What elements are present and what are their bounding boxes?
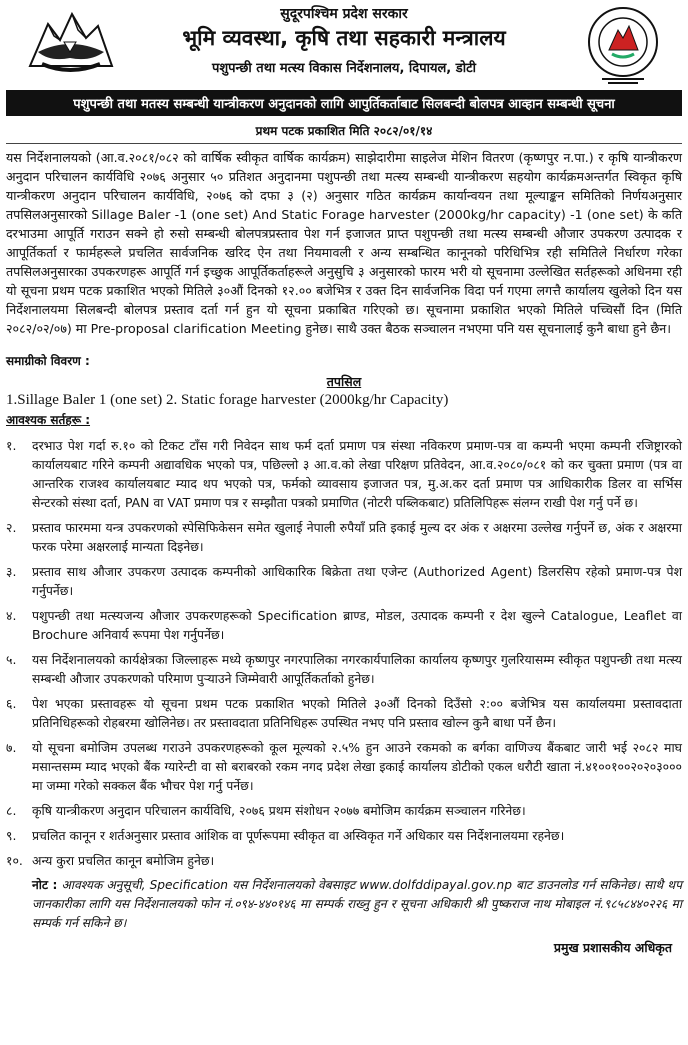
items-list: 1.Sillage Baler 1 (one set) 2. Static forage harvester (2000kg/hr Capacity) xyxy=(6,392,449,408)
materials-title: समाग्रीको विवरण : xyxy=(6,354,90,368)
directorate-name: पशुपन्छी तथा मत्स्य विकास निर्देशनालय, दिपायल, डोटी xyxy=(211,61,477,76)
note-label: नोट : xyxy=(32,878,58,892)
condition-item: १. दरभाउ पेश गर्दा रु.१० को टिकट टाँस गरी निवेदन साथ फर्म दर्ता प्रमाण पत्र संस्था नविकरण प्रमाण-पत्र वा कम्पनी भएमा कम्पनी रजिष्ट्रारको कार्यालयबाट गरिने कम्पनी अद्यावधिक भएको पत्र, पछिल्लो ३ आ.व.को लेखा परिक्षण प्रतिवेदन, आ.व.२०८०/०८१ को कर चुक्ता प्रमाण (पत्र वा आन्तरिक राजश्व कार्यालयबाट म्याद थप भएको पत्र, फर्मको व्यावसाय इजाजत पत्र, मु.अ.कर दर्ता प्रमाण पत्र आधिकारीक डिलर वा सर्भिस सेन्टरको संस्था दर्ता, PAN वा VAT प्रमाण पत्र र सम्झौता पत्रको प्रमाणित (नोटरी पब्लिकबाट) प्रतिलिपिहरू संलग्न राखी पेश गर्नु पर्ने छ। xyxy=(6,438,682,510)
government-name: सुदूरपश्चिम प्रदेश सरकार xyxy=(280,6,408,22)
condition-item: १०. अन्य कुरा प्रचलित कानून बमोजिम हुनेछ। xyxy=(6,853,215,868)
condition-item: ८. कृषि यान्त्रीकरण अनुदान परिचालन कार्यविधि, २०७६ प्रथम संशोधन २०७७ बमोजिम कार्यक्रम सञ्चालन गरिनेछ। xyxy=(6,803,526,818)
divider xyxy=(6,143,682,144)
condition-item: ५. यस निर्देशनालयको कार्यक्षेत्रका जिल्लाहरू मध्ये कृष्णपुर नगरपालिका नगरकार्यपालिका कार्यालय कृष्णपुर गुलरियासम्म स्वीकृत पशुपन्छी तथा मत्स्य सम्बन्धी औजार उपकरणको परिमाण पुऱ्याउने जिम्मेवारी आपूर्तिकर्ताको हुनेछ। xyxy=(6,652,682,686)
condition-item: २. प्रस्ताव फारममा यन्त्र उपकरणको स्पेसिफिकेसन समेत खुलाई नेपाली रुपैयाँ प्रति इकाई मुल्य दर अंक र अक्षरमा उल्लेख गर्नुपर्ने छ, अंक र अक्षरमा फरक परेमा अक्षरलाई मान्यता दिइनेछ। xyxy=(6,520,683,554)
ministry-name: भूमि व्यवस्था, कृषि तथा सहकारी मन्त्रालय xyxy=(182,26,506,50)
intro-paragraph: यस निर्देशनालयको (आ.व.२०८१/०८२ को वार्षिक स्वीकृत वार्षिक कार्यक्रम) साझेदारीमा साइलेज मेशिन वितरण (कृष्णपुर न.पा.) र कृषि यान्त्रीकरण अनुदान परिचालन कार्यविधि २०७६ अनुसार ५० प्रतिशत अनुदानमा पशुपन्छी तथा मत्स्य सम्बन्धी यान्त्रीकरण सहयोग कार्यक्रमअन्तर्गत स्विकृत कृषि यान्त्रीकरण अनुदान परिचालन कार्यविधि, २०७६ को दफा ३ (२) अनुसार गठित कार्यक्रम कार्यान्वयन तथा मूल्याङ्कन समितिको निर्णयअनुसार तपसिलअनुसारको Sillage Baler -1 (one set) And Static Forage harvester (2000kg/hr capacity) -1 (one set) के कति दरभाउमा आपूर्ति गराउन सक्ने हो रुसो सम्बन्धी बोलपत्रप्रस्ताव पेश गर्न इजाजत प्राप्त पशुपन्छी तथा मत्स्य सम्बन्धी औजार उपकरण उत्पादक र आपूर्तिकर्ता र फार्महरूले प्रचलित सार्वजनिक खरिद ऐन तथा नियमावली र अन्य सम्बन्धित कानूनको परिधिभित्र रही समितिले निर्धारण गरेका तपसिलअनुसारका उपकरणहरू आपूर्ति गर्न इच्छुक आपूर्तिकर्ताहरूले अनुसुचि ३ अनुसारको फारम भरी यो सूचनामा उल्लेखित सर्तहरूको अधिनमा रही यो सूचना प्रथम पटक प्रकाशित भएको मितिले ३०औं दिनको १२.०० बजेभित्र र उक्त दिन सार्वजनिक विदा पर्न गएमा लगत्तै कार्यालय खुलेको दिन यस निर्देशनालयमा सिलबन्दी बोलपत्र प्रस्ताव दर्ता गर्न हुन यो सूचना प्रकाबित गरिएको छ। सूचनामा प्रकाशित भएको मितिले पच्चिसौं दिन (मिति २०८२/०२/०७) मा Pre-proposal clarification Meeting हुनेछ। साथै उक्त बैठक सञ्चालन नभएमा पनि यस सूचनालाई कुनै बाधा हुने छैन। xyxy=(6,150,682,336)
publication-date: प्रथम पटक प्रकाशित मिति २०८२/०१/१४ xyxy=(255,124,433,138)
note-text: आवश्यक अनुसूची, Specification यस निर्देशनालयको वेबसाइट www.dolfddipayal.gov.np बाट डाउनलोड गर्न सकिनेछ। साथै थप जानकारीका लागि यस निर्देशनालयको फोन नं.०९४-४४०१४६ मा सम्पर्क राख्नु हुन र सूचना अधिकारी श्री पुष्कराज नाथ मोबाइल नं.९८५८४४०२२६ मा सम्पर्क गर्न सकिने छ। xyxy=(32,878,682,930)
condition-item: ७. यो सूचना बमोजिम उपलब्ध गराउने उपकरणहरूको कूल मूल्यको २.५% हुन आउने रकमको क बर्गका वाणिज्य बैंकबाट जारी भई २०८२ माघ मसान्तसम्म म्याद भएको बैंक ग्यारेन्टी वा सो बराबरको रकम नगद प्रदेश लेखा इकाई कार्यालय डोटीको एकल धरौटी खाता नं.४१००१००२०२०३००० मा जम्मा गरेको सक्कल बैंक भौचर पेश गर्नु पर्नेछ। xyxy=(6,740,682,793)
office-seal-icon xyxy=(582,4,664,86)
conditions-list xyxy=(6,436,682,870)
notice-title-banner: पशुपन्छी तथा मतस्य सम्बन्धी यान्त्रीकरण अनुदानको लागि आपुर्तिकर्ताबाट सिलबन्दी बोलपत्र आव्हान सम्बन्धी सूचना xyxy=(6,90,682,116)
note xyxy=(32,876,682,933)
condition-item: ९. प्रचलित कानून र शर्तअनुसार प्रस्ताव आंशिक वा पूर्णरूपमा स्वीकृत वा अस्विकृत गर्ने अधिकार यस निर्देशनालयमा रहनेछ। xyxy=(6,828,565,843)
condition-item: ४. पशुपन्छी तथा मत्स्यजन्य औजार उपकरणहरूको Specification ब्राण्ड, मोडल, उत्पादक कम्पनी र देश खुल्ने Catalogue, Leaflet वा Brochure अनिवार्य रूपमा पेश गर्नुपर्नेछ। xyxy=(6,608,682,642)
conditions-title: आवश्यक सर्तहरू : xyxy=(6,413,91,427)
signature-title: प्रमुख प्रशासकीय अधिकृत xyxy=(553,940,672,955)
schedule-heading: तपसिल xyxy=(326,374,362,389)
condition-item: ३. प्रस्ताव साथ औजार उपकरण उत्पादक कम्पनीको आधिकारिक बिक्रेता तथा एजेन्ट (Authorized Agent) डिलरसिप रहेको प्रमाण-पत्र पेश गर्नुपर्नेछ। xyxy=(6,564,682,598)
letterhead xyxy=(6,0,682,88)
condition-item: ६. पेश भएका प्रस्तावहरू यो सूचना प्रथम पटक प्रकाशित भएको मितिले ३०औं दिनको दिउँसो २:०० बजेभित्र यस कार्यालयमा प्रस्तावदाता प्रतिनिधिहरूको रोहबरमा खोलिनेछ। तर प्रस्तावदाता प्रतिनिधिहरू उपस्थित नभए पनि प्रस्ताव खोल्न कुनै बाधा पर्ने छैन। xyxy=(6,696,682,730)
